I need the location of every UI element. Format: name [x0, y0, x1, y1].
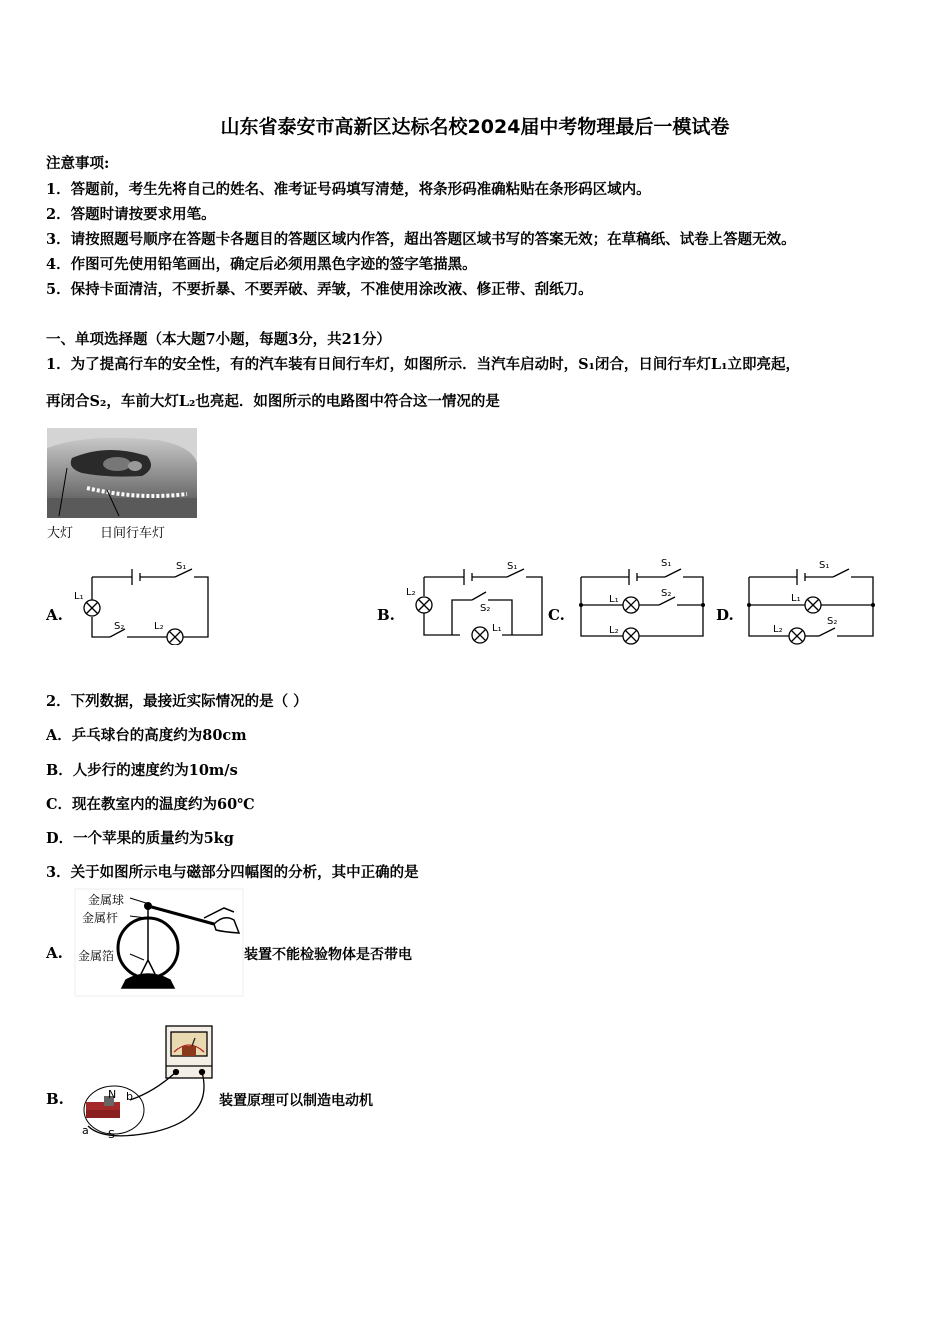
- q2-option: C．现在教室内的温度约为60℃: [46, 796, 255, 813]
- label-b: b: [126, 1090, 133, 1103]
- label-s2: S₂: [661, 588, 672, 599]
- question-1-line-1: 1．为了提高行车的安全性，有的汽车装有日间行车灯，如图所示．当汽车启动时，S₁闭合，日间行车灯L₁立即亮起，: [46, 356, 800, 373]
- label-l1: L₁: [74, 591, 84, 602]
- question-1-line-2: 再闭合S₂，车前大灯L₂也亮起．如图所示的电路图中符合这一情况的是: [46, 393, 500, 410]
- q1-option-b-label: B.: [377, 606, 395, 624]
- label-north: N: [108, 1088, 117, 1101]
- q3-option-b-label: B.: [46, 1090, 64, 1108]
- notice-item: 3．请按照题号顺序在答题卡各题目的答题区域内作答，超出答题区域书写的答案无效；在草稿纸、试卷上答题无效。: [46, 231, 796, 248]
- label-l1: L₁: [791, 593, 801, 604]
- galvanometer-figure: [74, 1022, 219, 1154]
- label-s1: S₁: [819, 560, 830, 571]
- label-s1: S₁: [507, 561, 518, 572]
- car-photo: [47, 428, 197, 518]
- label-metal-rod: 金属杆: [82, 911, 119, 925]
- section-heading: 一、单项选择题（本大题7小题，每题3分，共21分）: [46, 331, 391, 348]
- notice-item: 5．保持卡面清洁，不要折暴、不要弄破、弄皱，不准使用涂改液、修正带、刮纸刀。: [46, 281, 593, 298]
- notice-heading: 注意事项:: [46, 155, 110, 172]
- q2-option: D．一个苹果的质量约为5kg: [46, 830, 234, 847]
- label-metal-ball: 金属球: [88, 893, 125, 907]
- label-a: a: [82, 1124, 89, 1137]
- label-l2: L₂: [609, 625, 619, 636]
- q3-option-a-text: 装置不能检验物体是否带电: [244, 947, 412, 963]
- q1-option-a-label: A.: [46, 606, 63, 624]
- label-l2: L₂: [406, 587, 416, 598]
- label-south: S: [108, 1128, 115, 1141]
- label-l2: L₂: [773, 624, 783, 635]
- label-s2: S₂: [114, 621, 125, 632]
- q3-option-a-label: A.: [46, 944, 63, 962]
- q2-option: B．人步行的速度约为10m/s: [46, 762, 238, 779]
- label-l1: L₁: [609, 594, 619, 605]
- q2-option: A．乒乓球台的高度约为80cm: [46, 727, 247, 744]
- circuit-d: [743, 552, 881, 647]
- photo-label-daytime-light: 日间行车灯: [100, 526, 166, 541]
- notice-item: 1．答题前，考生先将自己的姓名、准考证号码填写清楚，将条形码准确粘贴在条形码区域内。: [46, 181, 651, 198]
- q1-option-d-label: D.: [716, 606, 734, 624]
- label-s2: S₂: [480, 603, 491, 614]
- question-3-stem: 3．关于如图所示电与磁部分四幅图的分析，其中正确的是: [46, 864, 419, 881]
- label-metal-foil: 金属箔: [78, 949, 115, 963]
- label-s1: S₁: [176, 561, 187, 572]
- label-l2: L₂: [154, 621, 164, 632]
- question-2-stem: 2．下列数据，最接近实际情况的是（ ）: [46, 693, 308, 710]
- circuit-c: [575, 552, 710, 647]
- photo-label-headlight: 大灯: [47, 526, 74, 541]
- label-s2: S₂: [827, 616, 838, 627]
- label-l1: L₁: [492, 623, 502, 634]
- q3-option-b-text: 装置原理可以制造电动机: [219, 1093, 373, 1109]
- circuit-b: [402, 555, 547, 645]
- page-title: 山东省泰安市高新区达标名校2024届中考物理最后一模试卷: [220, 116, 730, 138]
- notice-item: 4．作图可先使用铅笔画出，确定后必须用黑色字迹的签字笔描黑。: [46, 256, 477, 273]
- electroscope-figure: [74, 888, 244, 998]
- q1-option-c-label: C.: [548, 606, 565, 624]
- notice-item: 2．答题时请按要求用笔。: [46, 206, 216, 223]
- circuit-a: [70, 555, 215, 645]
- label-s1: S₁: [661, 558, 672, 569]
